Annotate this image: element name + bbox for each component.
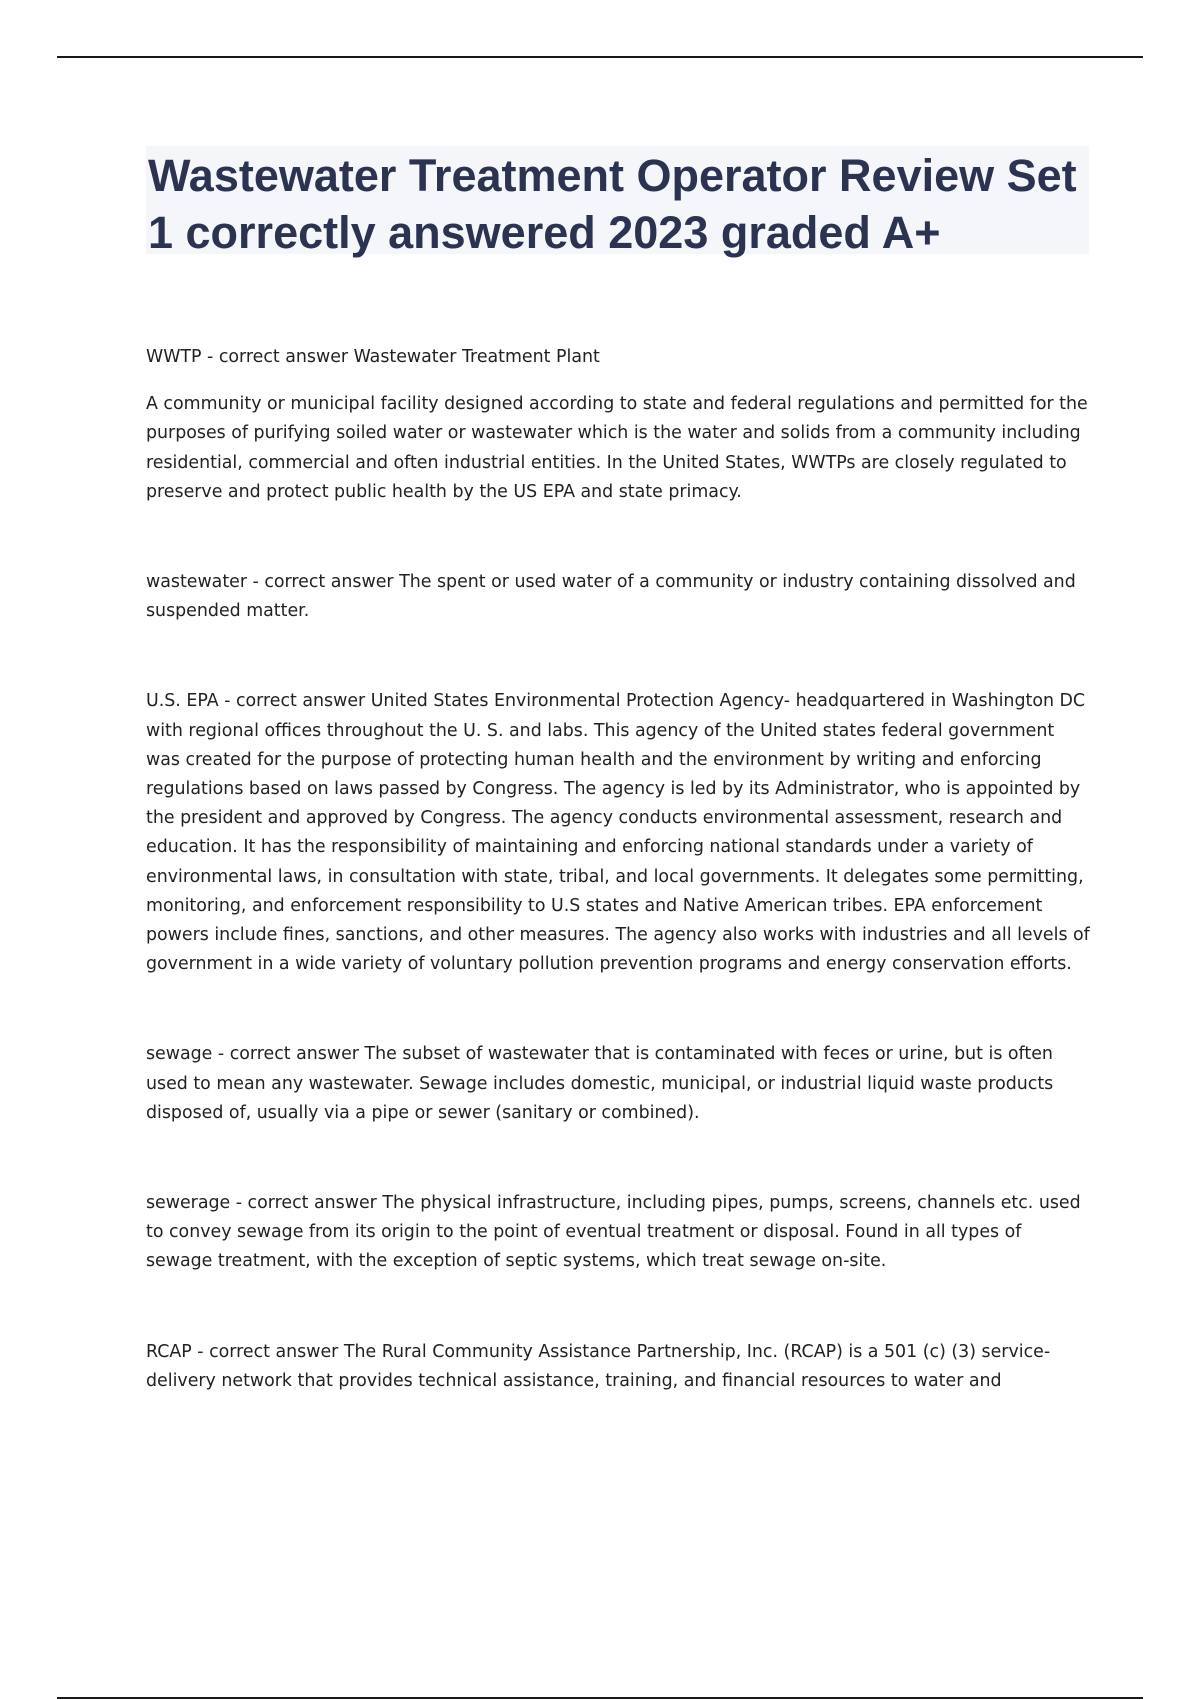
top-rule	[57, 56, 1143, 58]
title-highlight	[146, 146, 1089, 258]
entry-wwtp: WWTP - correct answer Wastewater Treatment Plant	[146, 347, 600, 367]
entry-sewage: sewage - correct answer The subset of wastewater that is contaminated with feces or urine, but is often used to mean any wastewater. Sewage includes domestic, municipal, or industrial liquid waste products disposed of, usually via a pipe or sewer (sanitary or combined).	[146, 1044, 1054, 1123]
entry-rcap: RCAP - correct answer The Rural Community Assistance Partnership, Inc. (RCAP) is a 501 (c) (3) service-delivery network that provides technical assistance, training, and financial resources to water and	[146, 1341, 1051, 1391]
entry-wwtp-detail: A community or municipal facility designed according to state and federal regulations and permitted for the purposes of purifying soiled water or wastewater which is the water and solids from a community including residential, commercial and often industrial entities. In the United States, WWTPs are closely regulated to preserve and protect public health by the US EPA and state primacy.	[146, 394, 1088, 502]
entry-us-epa: U.S. EPA - correct answer United States Environmental Protection Agency- headquartered in Washington DC with regional offices throughout the U. S. and labs. This agency of the United states federal government was created for the purpose of protecting human health and the environment by writing and enforcing regulations based on laws passed by Congress. The agency is led by its Administrator, who is appointed by the president and approved by Congress. The agency conducts environmental assessment, research and education. It has the responsibility of maintaining and enforcing national standards under a variety of environmental laws, in consultation with state, tribal, and local governments. It delegates some permitting, monitoring, and enforcement responsibility to U.S states and Native American tribes. EPA enforcement powers include fines, sanctions, and other measures. The agency also works with industries and all levels of government in a wide variety of voluntary pollution prevention programs and energy conservation efforts.	[146, 691, 1090, 975]
entry-sewerage: sewerage - correct answer The physical infrastructure, including pipes, pumps, screens, channels etc. used to convey sewage from its origin to the point of eventual treatment or disposal. Found in all types of sewage treatment, with the exception of septic systems, which treat sewage on-site.	[146, 1193, 1081, 1272]
entry-wastewater: wastewater - correct answer The spent or used water of a community or industry containing dissolved and suspended matter.	[146, 572, 1076, 622]
bottom-rule	[57, 1697, 1143, 1699]
document-body	[146, 343, 1091, 1396]
document-title: Wastewater Treatment Operator Review Set 1 correctly answered 2023 graded A+	[148, 150, 1077, 258]
